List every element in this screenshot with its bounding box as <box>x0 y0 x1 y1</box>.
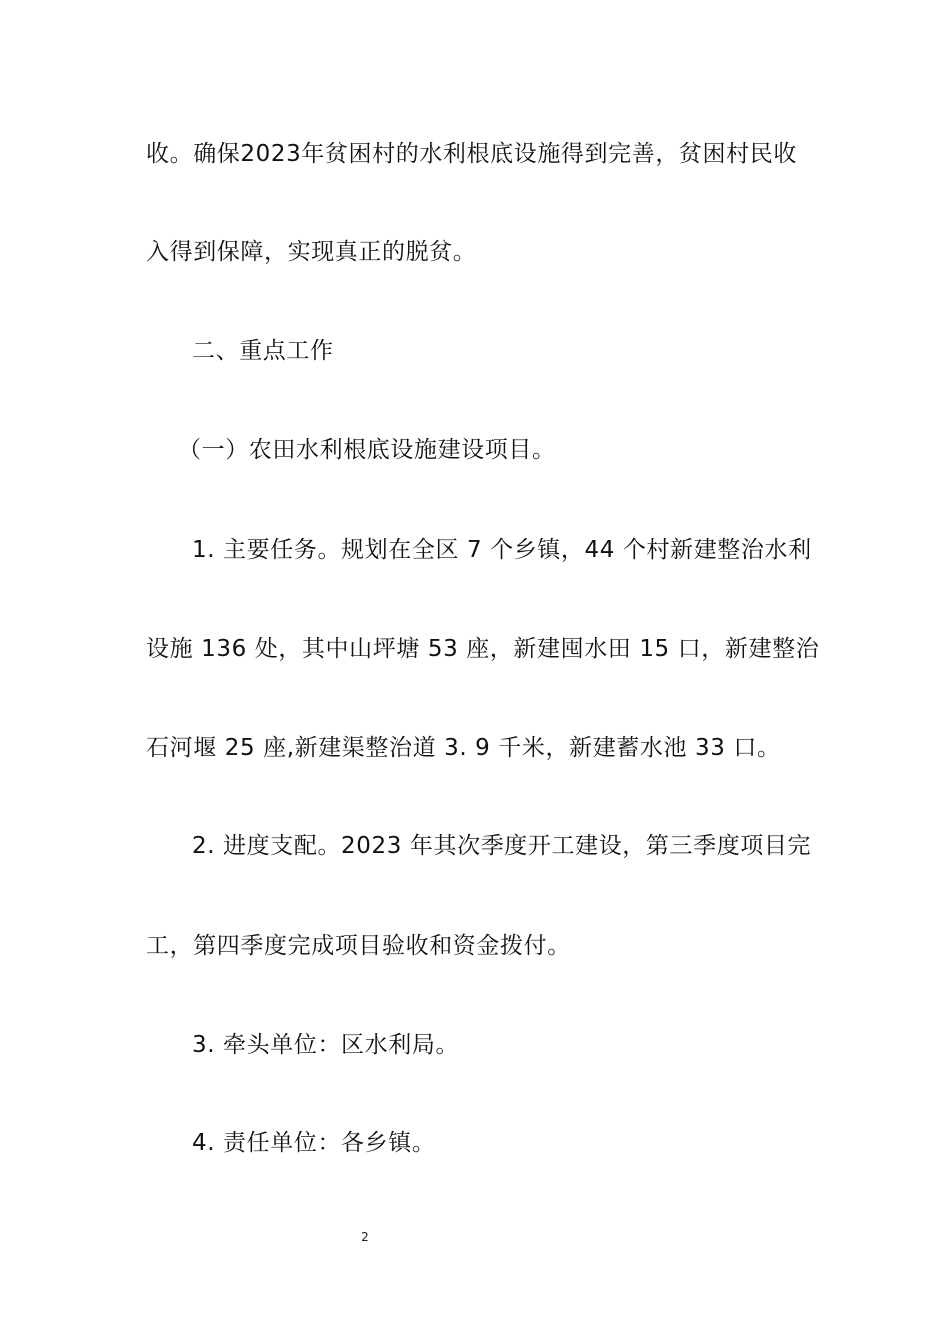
schedule-line-1: 2. 进度支配。2023 年其次季度开工建设，第三季度项目完 <box>192 833 812 859</box>
task-line-1: 1. 主要任务。规划在全区 7 个乡镇，44 个村新建整治水利 <box>192 537 812 563</box>
paragraph-line-2: 入得到保障，实现真正的脱贫。 <box>146 239 477 265</box>
task-line-3: 石河堰 25 座,新建渠整治道 3. 9 千米，新建蓄水池 33 口。 <box>146 735 781 761</box>
paragraph-line-1: 收。确保2023年贫困村的水利根底设施得到完善，贫困村民收 <box>146 141 797 167</box>
section-heading: 二、重点工作 <box>192 338 334 364</box>
subsection-heading: （一）农田水利根底设施建设项目。 <box>178 437 556 463</box>
task-line-2: 设施 136 处，其中山坪塘 53 座，新建囤水田 15 口，新建整治 <box>146 636 820 662</box>
lead-unit-line: 3. 牵头单位：区水利局。 <box>192 1032 460 1058</box>
responsible-unit-line: 4. 责任单位：各乡镇。 <box>192 1130 436 1156</box>
page-number: 2 <box>361 1230 369 1244</box>
schedule-line-2: 工，第四季度完成项目验收和资金拨付。 <box>146 933 571 959</box>
